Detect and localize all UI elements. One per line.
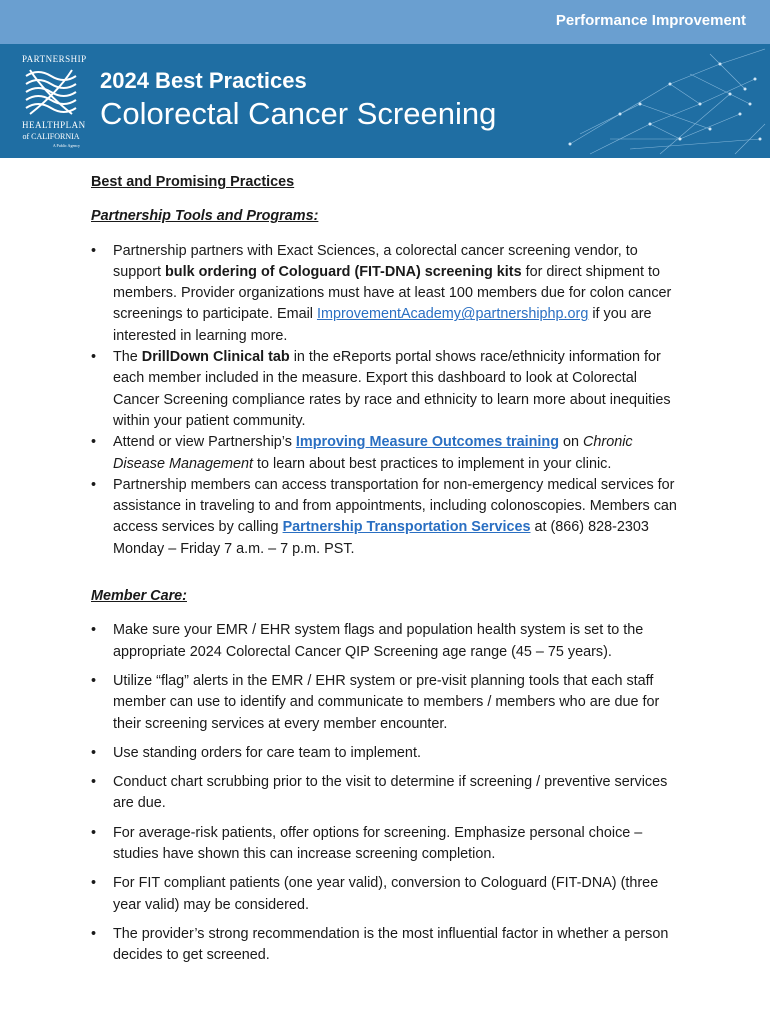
tools-heading: Partnership Tools and Programs: [91, 208, 319, 225]
list-item: • For FIT compliant patients (one year valid), conversion to Cologuard (FIT-DNA) (three year valid) may be considered. [91, 873, 681, 916]
list-item [91, 347, 681, 432]
training-link[interactable]: Improving Measure Outcomes training [295, 434, 559, 451]
email-link[interactable]: ImprovementAcademy@partnershiphp.org [316, 306, 589, 323]
tools-list [91, 241, 681, 560]
list-item: • For average-risk patients, offer options for screening. Emphasize personal choice – studies have shown this can increase screening completion. [91, 823, 681, 866]
network-graphic [550, 44, 770, 158]
list-item: • The provider’s strong recommendation is the most influential factor in whether a person decides to get screened. [91, 924, 681, 967]
document-title: Colorectal Cancer Screening [100, 96, 497, 131]
list-item [91, 241, 681, 347]
logo-wave-icon [24, 66, 78, 118]
text: The [113, 349, 142, 366]
list-item: • Conduct chart scrubbing prior to the visit to determine if screening / preventive services are due. [91, 772, 681, 815]
italic-text: Chronic Disease Management [113, 434, 633, 472]
top-bar [0, 0, 770, 44]
logo-text-california: of CALIFORNIA [22, 132, 80, 141]
text: Partnership partners with Exact Sciences, a colorectal cancer screening vendor, to support [113, 242, 638, 280]
list-item: • Utilize “flag” alerts in the EMR / EHR system or pre-visit planning tools that each staff member can use to identify and communicate to members / members who are due for their screening services at every member encounter. [91, 671, 681, 735]
care-list [91, 620, 681, 966]
list-item: • Make sure your EMR / EHR system flags and population health system is set to the appropriate 2024 Colorectal Cancer QIP Screening age range (45 – 75 years). [91, 620, 681, 663]
section-heading: Best and Promising Practices [91, 174, 295, 190]
document-subtitle: 2024 Best Practices [100, 68, 307, 93]
list-item [91, 475, 681, 560]
text: for direct shipment to members. Provider organizations must have at least 100 members due for colon cancer screenings to participate. Email [113, 263, 672, 323]
logo-text-top: PARTNERSHIP [22, 54, 87, 64]
header-banner [0, 44, 770, 158]
logo-text-agency: A Public Agency [52, 143, 80, 148]
text: to learn about best practices to implement in your clinic. [253, 455, 612, 472]
care-heading: Member Care: [91, 588, 187, 605]
text: Partnership members can access transportation for non-emergency medical services for assistance in traveling to and from appointments, including colonoscopies. Members can access services by calling [113, 476, 677, 536]
category-label: Performance Improvement [555, 12, 746, 29]
text: Attend or view Partnership’s [113, 434, 296, 451]
logo-text-health: HEALTHPLAN [22, 120, 86, 130]
main-content [91, 172, 681, 975]
partnership-logo [22, 54, 87, 150]
text: at (866) 828-2303 Monday – Friday 7 a.m. – 7 p.m. PST. [113, 519, 649, 557]
text: if you are interested in learning more. [113, 306, 652, 344]
transportation-link[interactable]: Partnership Transportation Services [282, 519, 531, 536]
text: in the eReports portal shows race/ethnicity information for each member included in the measure. Export this dashboard to look at Colorectal Cancer Screening compliance rates by race and ethnicity to learn more about inequities within your patient community. [113, 349, 671, 429]
bold-text: bulk ordering of Cologuard (FIT-DNA) screening kits [165, 263, 522, 280]
list-item [91, 432, 681, 475]
text: on [559, 434, 584, 451]
bold-text: DrillDown Clinical tab [141, 349, 290, 366]
list-item: • Use standing orders for care team to implement. [91, 743, 681, 764]
